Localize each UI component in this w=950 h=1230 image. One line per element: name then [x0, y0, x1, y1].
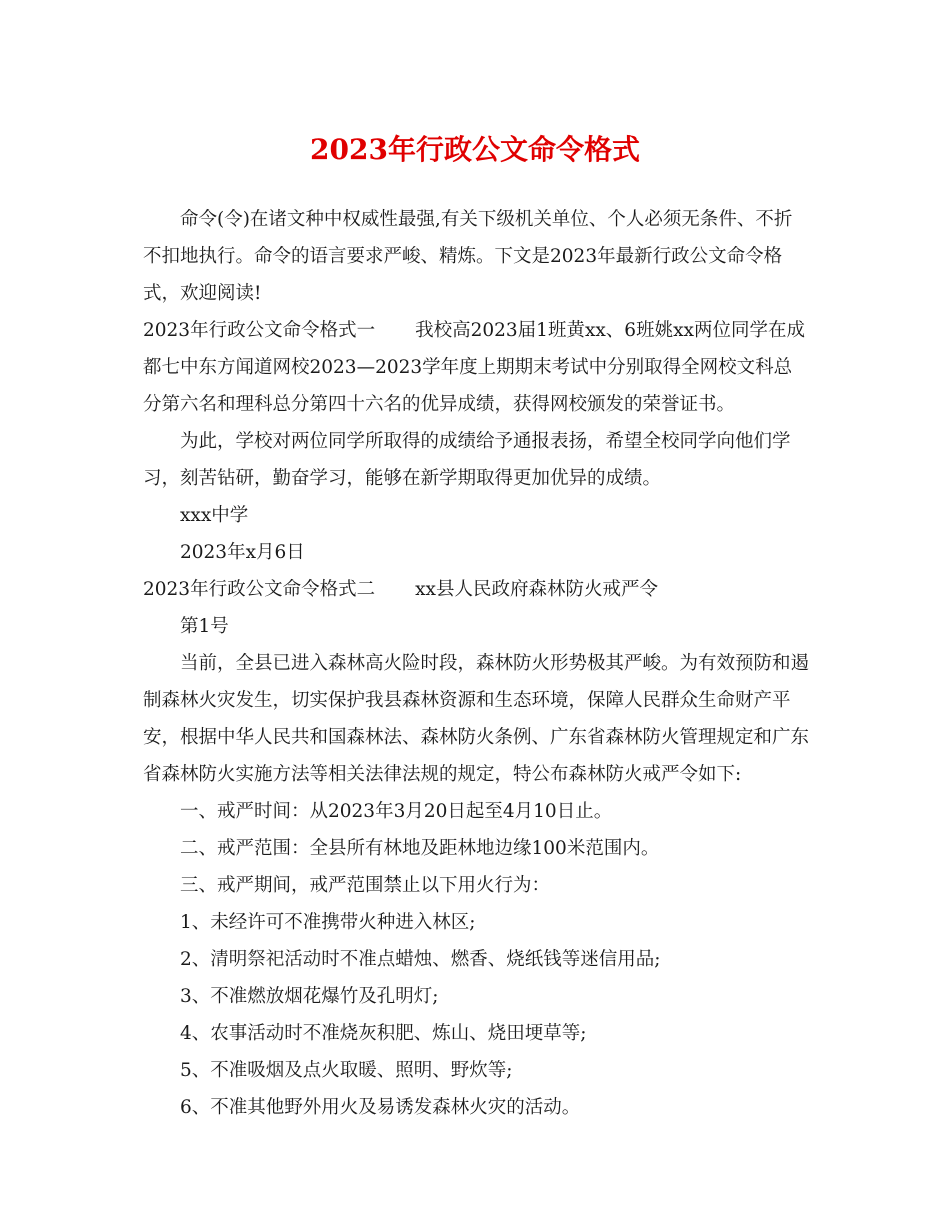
list-item: 2、清明祭祀活动时不准点蜡烛、燃香、烧纸钱等迷信用品; [180, 949, 661, 970]
list-item: 4、农事活动时不准烧灰积肥、炼山、烧田埂草等; [180, 1023, 587, 1044]
section1-text: 我校高2023届1班黄xx、6班姚xx两位同学在成都七中东方闻道网校2023—2023学年度上期期末考试中分别取得全网校文科总分第六名和理科总分第四十六名的优异成绩，获得网校颁发的荣誉证书。 [143, 320, 805, 415]
list-item: 5、不准吸烟及点火取暖、照明、野炊等; [180, 1060, 513, 1081]
list-item: 3、不准燃放烟花爆竹及孔明灯; [180, 986, 439, 1007]
section1-para2: 为此，学校对两位同学所取得的成绩给予通报表扬，希望全校同学向他们学习，刻苦钻研，勤奋学习，能够在新学期取得更加优异的成绩。 [143, 431, 791, 489]
intro-paragraph: 命令(令)在诸文种中权威性最强,有关下级机关单位、个人必须无条件、不折不扣地执行。命令的语言要求严峻、精炼。下文是2023年最新行政公文命令格式，欢迎阅读! [143, 209, 793, 304]
date: 2023年x月6日 [180, 542, 305, 563]
list-item: 三、戒严期间，戒严范围禁止以下用火行为： [180, 875, 551, 896]
list-item: 6、不准其他野外用火及易诱发森林火灾的活动。 [180, 1097, 581, 1118]
order-title: xx县人民政府森林防火戒严令 [415, 579, 658, 600]
list-item: 一、戒严时间：从2023年3月20日起至4月10日止。 [180, 801, 613, 822]
order-body: 当前，全县已进入森林高火险时段，森林防火形势极其严峻。为有效预防和遏制森林火灾发生，切实保护我县森林资源和生态环境，保障人民群众生命财产平安，根据中华人民共和国森林法、森林防火条例、广东省森林防火管理规定和广东省森林防火实施方法等相关法律法规的规定，特公布森林防火戒严令如下: [143, 653, 810, 785]
list-item: 二、戒严范围：全县所有林地及距林地边缘100米范围内。 [180, 838, 660, 859]
section1-heading: 2023年行政公文命令格式一 [143, 320, 376, 341]
section2-heading: 2023年行政公文命令格式二 [143, 579, 376, 600]
section1-paragraph [143, 312, 810, 423]
document-body [143, 201, 810, 1126]
signature: xxx中学 [180, 505, 249, 526]
order-number: 第1号 [180, 616, 229, 637]
document-title: 2023年行政公文命令格式 [310, 133, 640, 166]
section2-heading-line [143, 571, 810, 608]
list-item: 1、未经许可不准携带火种进入林区; [180, 912, 476, 933]
